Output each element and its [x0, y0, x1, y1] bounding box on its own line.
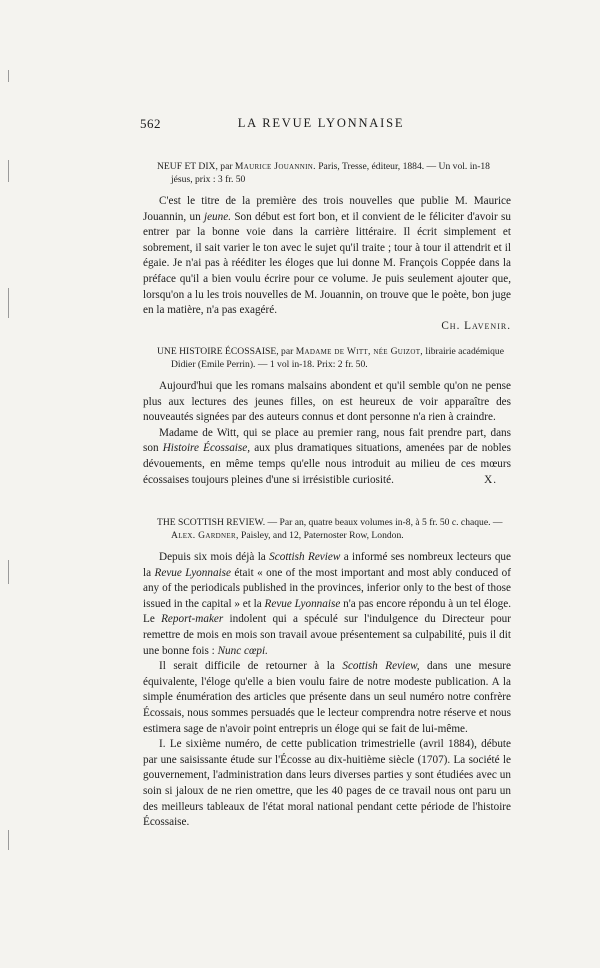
bibliographic-entry: THE SCOTTISH REVIEW. — Par an, quatre beaux volumes in-8, à 5 fr. 50 c. chaque. — Alex. Gardner, Paisley, and 12, Paternoster Row, London. [157, 517, 503, 541]
review-histoire-ecossaise [143, 345, 511, 489]
page-number: 562 [140, 116, 161, 131]
scan-edge-mark [8, 288, 9, 318]
review-paragraph: Madame de Witt, qui se place au premier rang, nous fait prendre part, dans son Histoire Écossaise, aux plus dramatiques situations, amenées par de nobles dévouements, en même temps qu'elle nous introduit au milieu de ces mœurs écossaises toujours pleines d'une si irrésistible curiosité. X. [143, 426, 511, 489]
scan-edge-mark [8, 560, 9, 584]
periodical-title: THE SCOTTISH REVIEW. [157, 517, 266, 528]
publication-details: Paris, Tresse, éditeur, 1884. — Un vol. in-18 jésus, prix : 3 fr. 50 [171, 161, 490, 185]
review-signature: Ch. Lavenir. [441, 319, 511, 332]
scan-edge-mark [8, 70, 9, 82]
scan-edge-mark [8, 830, 9, 850]
review-paragraph: C'est le titre de la première des trois nouvelles que publie M. Maurice Jouannin, un jeune. Son début est fort bon, et il convient de le féliciter d'avoir su entrer par la bonne voie dans la carrière littéraire. Il écrit simplement et sobrement, il sait varier le ton avec le sujet qu'il traite ; tour à tour il attendrit et il égaie. Je n'ai pas à rééditer les éloges que lui donne M. François Coppée dans la préface qu'il a bien voulu écrire pour ce volume. Je puis seulement ajouter que, lorsqu'on a lu les trois nouvelles de M. Jouannin, on trouve que le poète, bon juge en la matière, n'a pas exagéré. Ch. Lavenir. [143, 194, 511, 334]
review-scottish-review [143, 516, 511, 831]
page-header [140, 116, 502, 132]
book-title: NEUF ET DIX, [157, 161, 218, 172]
bibliographic-entry: NEUF ET DIX, par Maurice Jouannin. Paris, Tresse, éditeur, 1884. — Un vol. in-18 jésus, prix : 3 fr. 50 [157, 161, 490, 185]
book-title: UNE HISTOIRE ÉCOSSAISE, [157, 346, 279, 357]
review-paragraph: Aujourd'hui que les romans malsains abondent et qu'il semble qu'on ne pense plus aux lectures des jeunes filles, on est heureux de voir apparaître des nouveautés signées par des auteurs connus et dont personne n'a rien à craindre. [143, 380, 511, 424]
review-paragraph: Depuis six mois déjà la Scottish Review a informé ses nombreux lecteurs que la Revue Lyonnaise était « one of the most important and most ably conduced of any of the periodicals published in the provinces, inferior only to the best of those issued in the capital » et la Revue Lyonnaise n'a pas encore répondu à un tel éloge. Le Report-maker indolent qui a spéculé sur l'indulgence du Directeur pour remettre de mois en mois son travail avoue présentement sa culpabilité, puis il dit une bonne fois : Nunc cœpi. [143, 551, 512, 657]
publisher: Alex. Gardner, [171, 530, 239, 541]
review-signature: X. [484, 474, 497, 487]
bibliographic-entry: UNE HISTOIRE ÉCOSSAISE, par Madame de Witt, née Guizot, librairie académique Didier (Emile Perrin). — 1 vol in-18. Prix: 2 fr. 50. [157, 346, 504, 370]
publication-details: librairie académique Didier (Emile Perrin). — 1 vol in-18. Prix: 2 fr. 50. [171, 346, 504, 370]
review-paragraph: I. Le sixième numéro, de cette publication trimestrielle (avril 1884), débute par une saisissante étude sur l'Écosse au dix-huitième siècle (1707). La société le gouvernement, l'administration dans leurs diverses parties y sont étudiées avec un soin si jaloux de ne rien omettre, que les 40 pages de ce travail nous ont paru un des meilleurs tableaux de l'état moral national pendant cette période de l'histoire Écossaise. [143, 738, 511, 829]
review-neuf-et-dix [143, 160, 511, 334]
book-author: Maurice Jouannin. [234, 161, 316, 172]
book-author: Madame de Witt, née Guizot, [295, 346, 423, 357]
review-paragraph: Il serait difficile de retourner à la Scottish Review, dans une mesure équivalente, l'éloge qu'elle a bien voulu faire de notre modeste publication. A la simple énumération des articles que présente dans un seul numéro notre confrère Écossais, nous sommes persuadés que le lecteur comprendra notre réserve et nous estimera sage de n'avoir point entrepris un éloge qui se fait de lui-même. [143, 660, 511, 735]
running-title: LA REVUE LYONNAISE [237, 116, 405, 130]
scan-edge-mark [8, 160, 9, 182]
